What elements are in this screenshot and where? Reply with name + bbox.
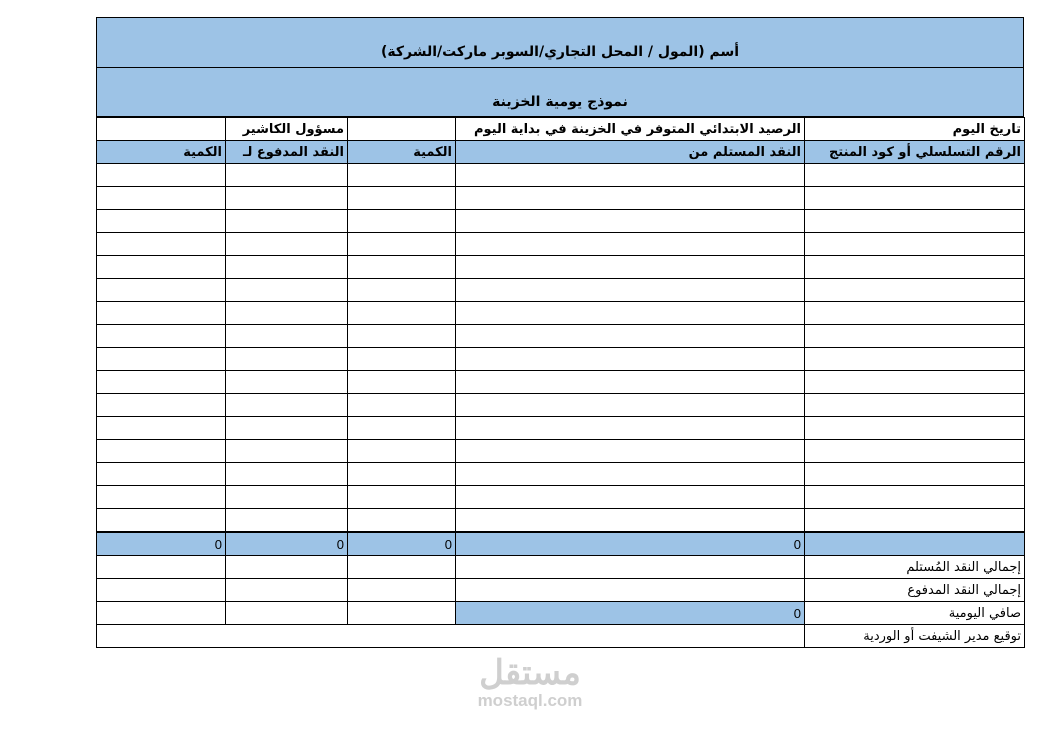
cash-paid-to-cell[interactable] (226, 325, 348, 348)
quantity-1-cell[interactable] (348, 302, 456, 325)
table-row (97, 463, 1025, 486)
cash-received-from-cell[interactable] (456, 210, 805, 233)
cash-received-from-cell[interactable] (456, 486, 805, 509)
cashier-label: مسؤول الكاشير (226, 118, 348, 141)
quantity-1-cell[interactable] (348, 371, 456, 394)
signature-label: توقيع مدير الشيفت أو الوردية (805, 625, 1025, 648)
cash-received-from-cell[interactable] (456, 440, 805, 463)
table-row (97, 164, 1025, 187)
cash-received-from-cell[interactable] (456, 371, 805, 394)
cash-received-from-cell[interactable] (456, 325, 805, 348)
quantity-2-cell[interactable] (97, 417, 226, 440)
quantity-1-cell[interactable] (348, 279, 456, 302)
summary-cell[interactable] (97, 579, 226, 602)
column-header-cash-paid-to: النقد المدفوع لـ (226, 141, 348, 164)
column-header-serial-code: الرقم التسلسلي أو كود المنتج (805, 141, 1025, 164)
quantity-1-cell[interactable] (348, 463, 456, 486)
company-name-band (96, 17, 1024, 67)
serial-code-cell[interactable] (805, 256, 1025, 279)
quantity-2-cell[interactable] (97, 302, 226, 325)
total-received-label: إجمالي النقد المُستلم (805, 556, 1025, 579)
cash-received-from-cell[interactable] (456, 279, 805, 302)
quantity-2-cell[interactable] (97, 210, 226, 233)
quantity-1-cell[interactable] (348, 348, 456, 371)
quantity-2-cell[interactable] (97, 256, 226, 279)
serial-code-cell[interactable] (805, 394, 1025, 417)
serial-code-cell[interactable] (805, 187, 1025, 210)
total-cash-paid: 0 (226, 533, 348, 556)
table-row (97, 302, 1025, 325)
quantity-1-cell[interactable] (348, 164, 456, 187)
quantity-1-cell[interactable] (348, 325, 456, 348)
quantity-1-cell[interactable] (348, 509, 456, 532)
quantity-1-cell[interactable] (348, 187, 456, 210)
serial-code-cell[interactable] (805, 302, 1025, 325)
cash-paid-to-cell[interactable] (226, 417, 348, 440)
cash-paid-to-cell[interactable] (226, 187, 348, 210)
table-row (97, 233, 1025, 256)
cash-received-from-cell[interactable] (456, 256, 805, 279)
treasury-daily-form (96, 17, 1024, 648)
summary-cell[interactable] (97, 556, 226, 579)
serial-code-cell[interactable] (805, 417, 1025, 440)
summary-cell[interactable] (226, 579, 348, 602)
quantity-2-cell[interactable] (97, 509, 226, 532)
quantity-2-cell[interactable] (97, 440, 226, 463)
cash-received-from-cell[interactable] (456, 233, 805, 256)
total-paid-label: إجمالي النقد المدفوع (805, 579, 1025, 602)
cash-paid-to-cell[interactable] (226, 210, 348, 233)
cashier-value-cell[interactable] (97, 118, 226, 141)
total-paid-value-cell[interactable] (456, 579, 805, 602)
total-received-value-cell[interactable] (456, 556, 805, 579)
summary-cell[interactable] (226, 602, 348, 625)
total-quantity-2: 0 (97, 533, 226, 556)
totals-empty-cell (805, 533, 1025, 556)
serial-code-cell[interactable] (805, 279, 1025, 302)
cash-paid-to-cell[interactable] (226, 233, 348, 256)
serial-code-cell[interactable] (805, 371, 1025, 394)
quantity-2-cell[interactable] (97, 164, 226, 187)
table-row (97, 325, 1025, 348)
cash-paid-to-cell[interactable] (226, 394, 348, 417)
cash-paid-to-cell[interactable] (226, 463, 348, 486)
serial-code-cell[interactable] (805, 463, 1025, 486)
serial-code-cell[interactable] (805, 325, 1025, 348)
date-label: تاريخ اليوم (805, 118, 1025, 141)
watermark-arabic: مستقل (479, 654, 581, 692)
serial-code-cell[interactable] (805, 509, 1025, 532)
table-row (97, 509, 1025, 532)
quantity-2-cell[interactable] (97, 463, 226, 486)
summary-cell[interactable] (226, 556, 348, 579)
opening-balance-label: الرصيد الابتدائي المتوفر في الخزينة في بداية اليوم (456, 118, 805, 141)
total-quantity-1: 0 (348, 533, 456, 556)
cash-received-from-cell[interactable] (456, 302, 805, 325)
cash-received-from-cell[interactable] (456, 417, 805, 440)
mostaql-watermark (465, 655, 595, 711)
quantity-1-cell[interactable] (348, 417, 456, 440)
serial-code-cell[interactable] (805, 233, 1025, 256)
cash-paid-to-cell[interactable] (226, 302, 348, 325)
serial-code-cell[interactable] (805, 210, 1025, 233)
column-header-quantity-2: الكمية (97, 141, 226, 164)
column-header-quantity-1: الكمية (348, 141, 456, 164)
cash-received-from-cell[interactable] (456, 348, 805, 371)
quantity-2-cell[interactable] (97, 348, 226, 371)
quantity-2-cell[interactable] (97, 394, 226, 417)
quantity-2-cell[interactable] (97, 279, 226, 302)
watermark-latin: mostaql.com (477, 691, 583, 710)
quantity-1-cell[interactable] (348, 394, 456, 417)
cash-received-from-cell[interactable] (456, 187, 805, 210)
table-row (97, 486, 1025, 509)
table-row (97, 210, 1025, 233)
summary-cell[interactable] (348, 602, 456, 625)
ledger-table (96, 117, 1025, 532)
cash-received-from-cell[interactable] (456, 463, 805, 486)
cash-received-from-cell[interactable] (456, 509, 805, 532)
quantity-2-cell[interactable] (97, 325, 226, 348)
table-row (97, 348, 1025, 371)
table-row (97, 394, 1025, 417)
summary-table (96, 532, 1025, 648)
summary-cell[interactable] (348, 556, 456, 579)
cash-paid-to-cell[interactable] (226, 509, 348, 532)
table-row (97, 279, 1025, 302)
table-row (97, 417, 1025, 440)
net-daily-label: صافي اليومية (805, 602, 1025, 625)
cash-received-from-cell[interactable] (456, 164, 805, 187)
table-row (97, 187, 1025, 210)
cash-paid-to-cell[interactable] (226, 348, 348, 371)
quantity-1-cell[interactable] (348, 210, 456, 233)
form-title-band (96, 67, 1024, 117)
serial-code-cell[interactable] (805, 440, 1025, 463)
serial-code-cell[interactable] (805, 164, 1025, 187)
totals-row (97, 533, 1025, 556)
column-header-cash-received-from: النقد المستلم من (456, 141, 805, 164)
cash-paid-to-cell[interactable] (226, 486, 348, 509)
quantity-2-cell[interactable] (97, 233, 226, 256)
opening-balance-value-cell[interactable] (348, 118, 456, 141)
net-daily-value: 0 (456, 602, 805, 625)
form-title: نموذج يومية الخزينة (492, 94, 628, 110)
quantity-2-cell[interactable] (97, 486, 226, 509)
signature-value-cell[interactable] (97, 625, 805, 648)
serial-code-cell[interactable] (805, 486, 1025, 509)
summary-cell[interactable] (348, 579, 456, 602)
summary-cell[interactable] (97, 602, 226, 625)
quantity-2-cell[interactable] (97, 187, 226, 210)
cash-received-from-cell[interactable] (456, 394, 805, 417)
table-row (97, 440, 1025, 463)
total-cash-received: 0 (456, 533, 805, 556)
table-row (97, 256, 1025, 279)
quantity-1-cell[interactable] (348, 486, 456, 509)
quantity-1-cell[interactable] (348, 233, 456, 256)
table-row (97, 371, 1025, 394)
cash-paid-to-cell[interactable] (226, 440, 348, 463)
company-name-label: أسم (المول / المحل التجاري/السوبر ماركت/الشركة) (380, 44, 740, 60)
quantity-2-cell[interactable] (97, 371, 226, 394)
quantity-1-cell[interactable] (348, 440, 456, 463)
cash-paid-to-cell[interactable] (226, 256, 348, 279)
quantity-1-cell[interactable] (348, 256, 456, 279)
cash-paid-to-cell[interactable] (226, 279, 348, 302)
serial-code-cell[interactable] (805, 348, 1025, 371)
cash-paid-to-cell[interactable] (226, 371, 348, 394)
cash-paid-to-cell[interactable] (226, 164, 348, 187)
